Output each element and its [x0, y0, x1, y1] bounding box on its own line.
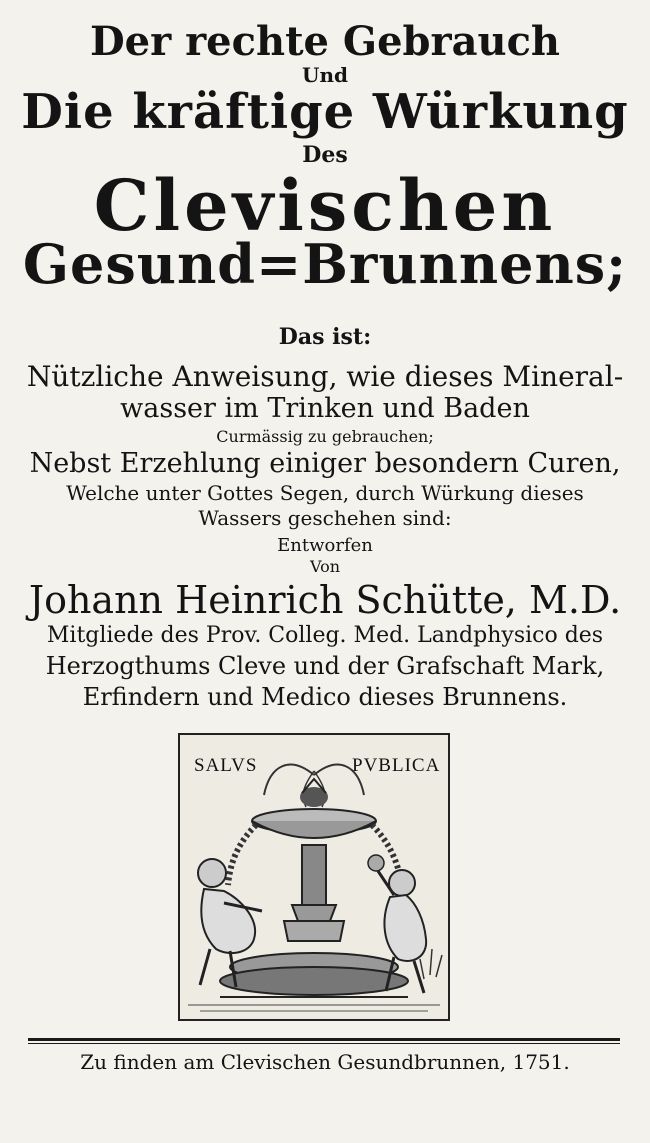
- motto-right: PVBLICA: [352, 755, 441, 776]
- subtitle-line-1: Nützliche Anweisung, wie dieses Mineral-: [26, 360, 624, 393]
- fountain-cherubs-illustration: [180, 735, 448, 1019]
- title-line-3: Die kräftige Würkung: [21, 84, 629, 140]
- imprint: Zu finden am Clevischen Gesundbrunnen, 1751.: [80, 1050, 570, 1074]
- motto-left: SALVS: [194, 755, 258, 776]
- rule-thick: [28, 1038, 620, 1041]
- author-role-2: Herzogthums Cleve und der Grafschaft Mark,: [45, 652, 605, 680]
- subtitle-line-3: Curmässig zu gebrauchen;: [216, 427, 434, 446]
- author-name: Johann Heinrich Schütte, M.D.: [28, 578, 622, 622]
- subtitle-line-2: wasser im Trinken und Baden: [120, 393, 530, 424]
- title-line-1: Der rechte Gebrauch: [89, 18, 561, 65]
- author-drafted: Entworfen: [277, 535, 373, 556]
- author-role-3: Erfindern und Medico dieses Brunnens.: [82, 683, 568, 711]
- author-role-1: Mitgliede des Prov. Colleg. Med. Landphysico des: [46, 623, 604, 648]
- title-line-2: Und: [302, 63, 348, 87]
- author-by: Von: [309, 557, 341, 576]
- title-line-6: Gesund=Brunnens;: [22, 232, 628, 296]
- subtitle-intro: Das ist:: [278, 324, 372, 350]
- subtitle-line-6: Wassers geschehen sind:: [198, 506, 452, 530]
- subtitle-line-5: Welche unter Gottes Segen, durch Würkung dieses: [66, 481, 584, 505]
- woodcut-vignette: [178, 733, 450, 1021]
- title-line-5: Clevischen: [93, 164, 557, 247]
- subtitle-line-4: Nebst Erzehlung einiger besondern Curen,: [29, 448, 621, 479]
- rule-thin: [28, 1043, 620, 1044]
- title-line-4: Des: [302, 142, 348, 168]
